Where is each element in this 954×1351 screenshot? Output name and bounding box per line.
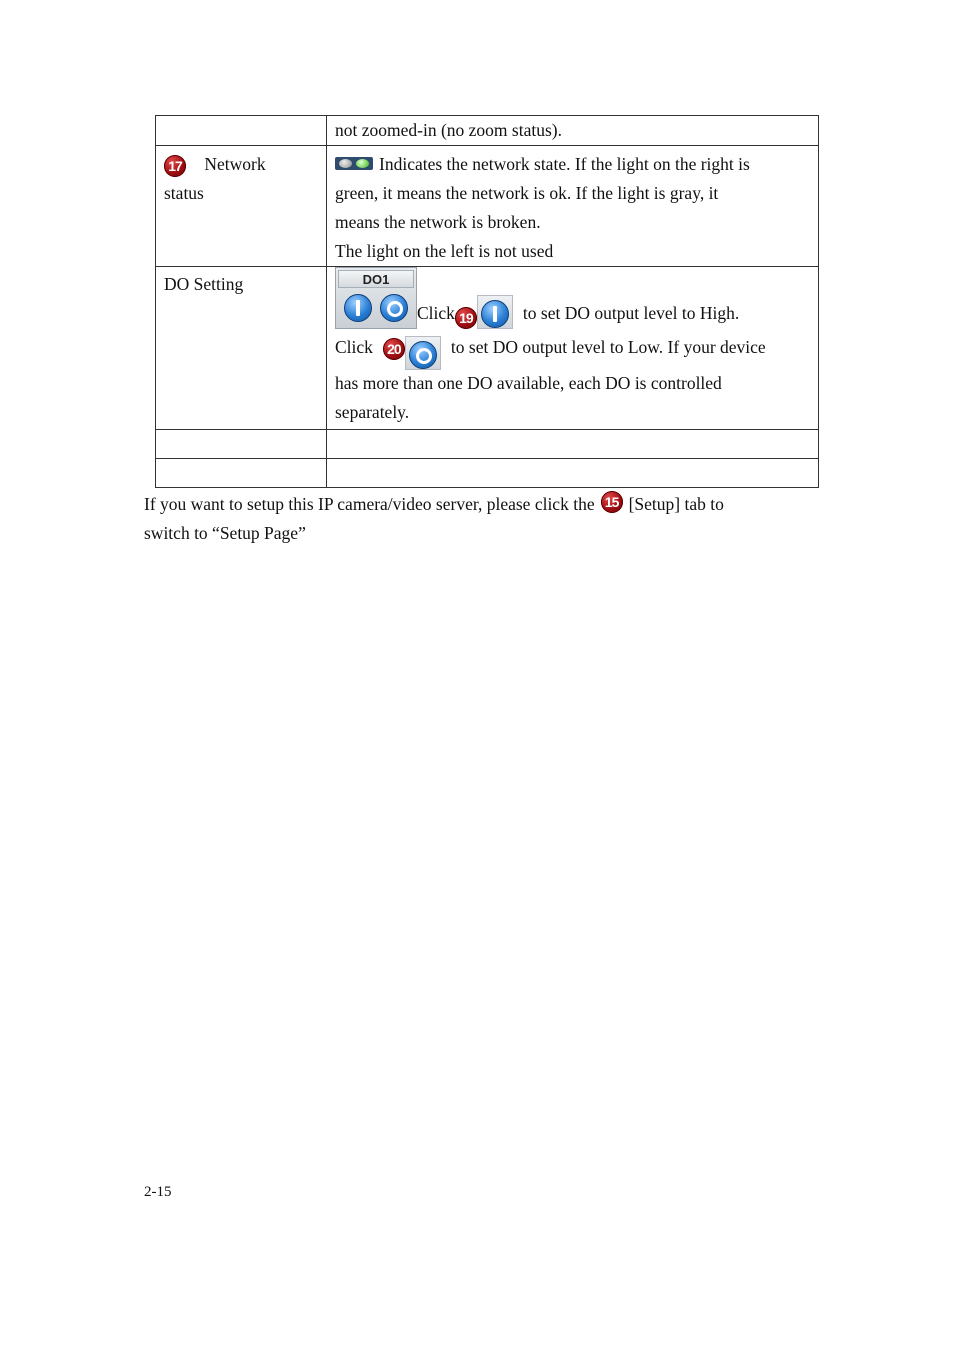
setup-text-part3: switch to “Setup Page”: [144, 523, 306, 543]
setup-instruction-paragraph: [144, 490, 824, 548]
table-cell: [156, 116, 327, 146]
setup-text-part1: If you want to setup this IP camera/video server, please click the: [144, 494, 595, 514]
table-row: [156, 459, 819, 488]
table-cell: [327, 459, 819, 488]
network-desc-line1: Indicates the network state. If the light on the right is: [379, 154, 750, 174]
do-on-button-icon: [344, 294, 372, 322]
table-cell: [327, 430, 819, 459]
network-status-desc-cell: [327, 146, 819, 267]
do-desc-line4: separately.: [335, 402, 410, 422]
network-desc-line4: The light on the left is not used: [335, 241, 554, 261]
do-off-button-icon: [380, 294, 408, 322]
low-button-frame: [405, 336, 441, 370]
page-number: 2-15: [144, 1184, 172, 1200]
click-text-1: Click: [417, 303, 455, 323]
do1-control-panel: [335, 267, 417, 329]
table-cell: [156, 430, 327, 459]
network-lights-icon: [335, 157, 373, 170]
callout-badge-20: 20: [383, 338, 405, 360]
table-row: [156, 146, 819, 267]
do-setting-label-cell: [156, 267, 327, 430]
table-row: [156, 430, 819, 459]
low-level-text: to set DO output level to Low. If your device: [450, 337, 766, 357]
status-label: status: [164, 183, 204, 203]
do-setting-label: DO Setting: [164, 274, 244, 294]
description-table: [155, 115, 819, 488]
network-status-label-cell: [156, 146, 327, 267]
callout-badge-17: 17: [164, 155, 186, 177]
do-desc-line3: has more than one DO available, each DO is controlled: [335, 373, 722, 393]
table-row: [156, 116, 819, 146]
do-high-icon: [481, 300, 509, 328]
high-button-frame: [477, 295, 513, 329]
do-low-icon: [409, 341, 437, 369]
table-cell: [156, 459, 327, 488]
network-desc-line3: means the network is broken.: [335, 212, 541, 232]
click-text-2: Click: [335, 337, 373, 357]
callout-badge-15: 15: [601, 491, 623, 513]
zoom-status-text: not zoomed-in (no zoom status).: [335, 120, 562, 140]
high-level-text: to set DO output level to High.: [522, 303, 740, 323]
do1-label: DO1: [338, 270, 414, 288]
network-label: Network: [204, 154, 266, 174]
table-row: [156, 267, 819, 430]
network-desc-line2: green, it means the network is ok. If the light is gray, it: [335, 183, 719, 203]
table-cell: [327, 116, 819, 146]
setup-text-part2: [Setup] tab to: [628, 494, 724, 514]
do-setting-desc-cell: [327, 267, 819, 430]
callout-badge-19: 19: [455, 307, 477, 329]
